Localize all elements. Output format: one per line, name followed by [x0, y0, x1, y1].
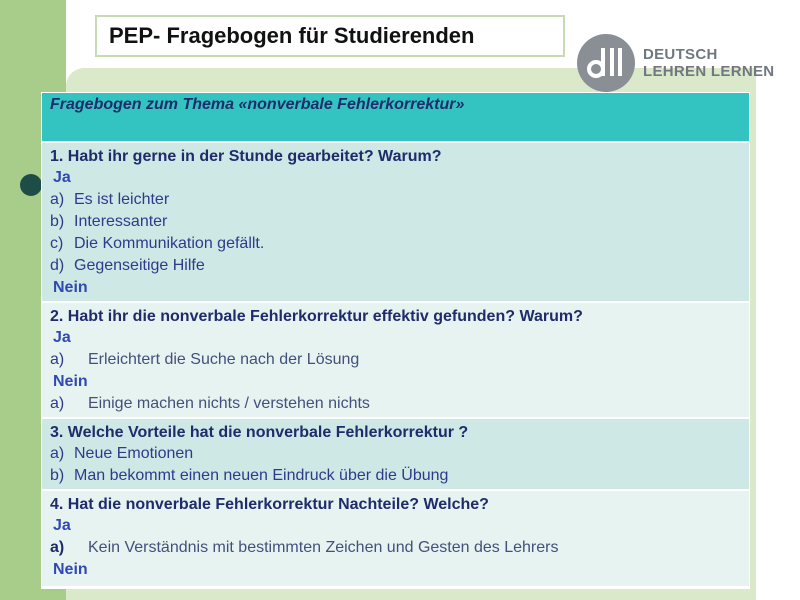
answer-nein: Nein	[53, 373, 88, 390]
dll-logo-mark	[577, 34, 635, 92]
question-1: 1. Habt ihr gerne in der Stunde gearbeitet? Warum?	[50, 148, 442, 165]
item-text: Einige machen nichts / verstehen nichts	[88, 395, 370, 412]
question-3: 3. Welche Vorteile hat die nonverbale Fehlerkorrektur ?	[50, 424, 469, 441]
list-item	[50, 189, 749, 211]
table-header: Fragebogen zum Thema «nonverbale Fehlerkorrektur»	[50, 96, 465, 113]
item-text: Neue Emotionen	[74, 445, 194, 462]
answer-ja: Ja	[53, 517, 71, 534]
questionnaire-table	[41, 92, 750, 589]
table-header-row	[42, 93, 749, 143]
question-4: 4. Hat die nonverbale Fehlerkorrektur Nachteile? Welche?	[50, 496, 489, 513]
logo-text-line2: LEHREN LERNEN	[643, 63, 775, 80]
item-label: a)	[50, 191, 65, 208]
list-item	[50, 233, 749, 255]
list-item	[50, 211, 749, 233]
question-4-row	[42, 491, 749, 588]
item-text: Kein Verständnis mit bestimmten Zeichen und Gesten des Lehrers	[88, 539, 559, 556]
item-text: Es ist leichter	[74, 191, 170, 208]
list-item	[50, 443, 749, 465]
bullet-dot	[20, 174, 42, 196]
answer-ja: Ja	[53, 329, 71, 346]
question-3-row	[42, 419, 749, 491]
answer-nein: Nein	[53, 561, 88, 578]
logo-text-line1: DEUTSCH	[643, 46, 718, 63]
item-text: Gegenseitige Hilfe	[74, 257, 205, 274]
item-label: c)	[50, 235, 64, 252]
item-text: Man bekommt einen neuen Eindruck über die Übung	[74, 467, 449, 484]
answer-nein: Nein	[53, 279, 88, 296]
item-text: Erleichtert die Suche nach der Lösung	[88, 351, 360, 368]
list-item	[50, 349, 749, 371]
question-2-row	[42, 303, 749, 419]
dll-logo-glyph	[577, 34, 635, 92]
item-label: a)	[50, 351, 65, 368]
answer-ja: Ja	[53, 169, 71, 186]
item-label: a)	[50, 395, 65, 412]
page-title: PEP- Fragebogen für Studierenden	[95, 15, 565, 57]
item-text: Interessanter	[74, 213, 168, 230]
question-2: 2. Habt ihr die nonverbale Fehlerkorrektur effektiv gefunden? Warum?	[50, 308, 583, 325]
item-label: a)	[50, 445, 65, 462]
item-label: b)	[50, 467, 65, 484]
list-item	[50, 255, 749, 277]
item-text: Die Kommunikation gefällt.	[74, 235, 265, 252]
item-label: d)	[50, 257, 65, 274]
list-item	[50, 465, 749, 487]
item-label: b)	[50, 213, 65, 230]
list-item	[50, 393, 749, 415]
question-1-row	[42, 143, 749, 303]
dll-logo	[577, 33, 782, 93]
item-label: a)	[50, 539, 65, 556]
list-item	[50, 537, 749, 559]
